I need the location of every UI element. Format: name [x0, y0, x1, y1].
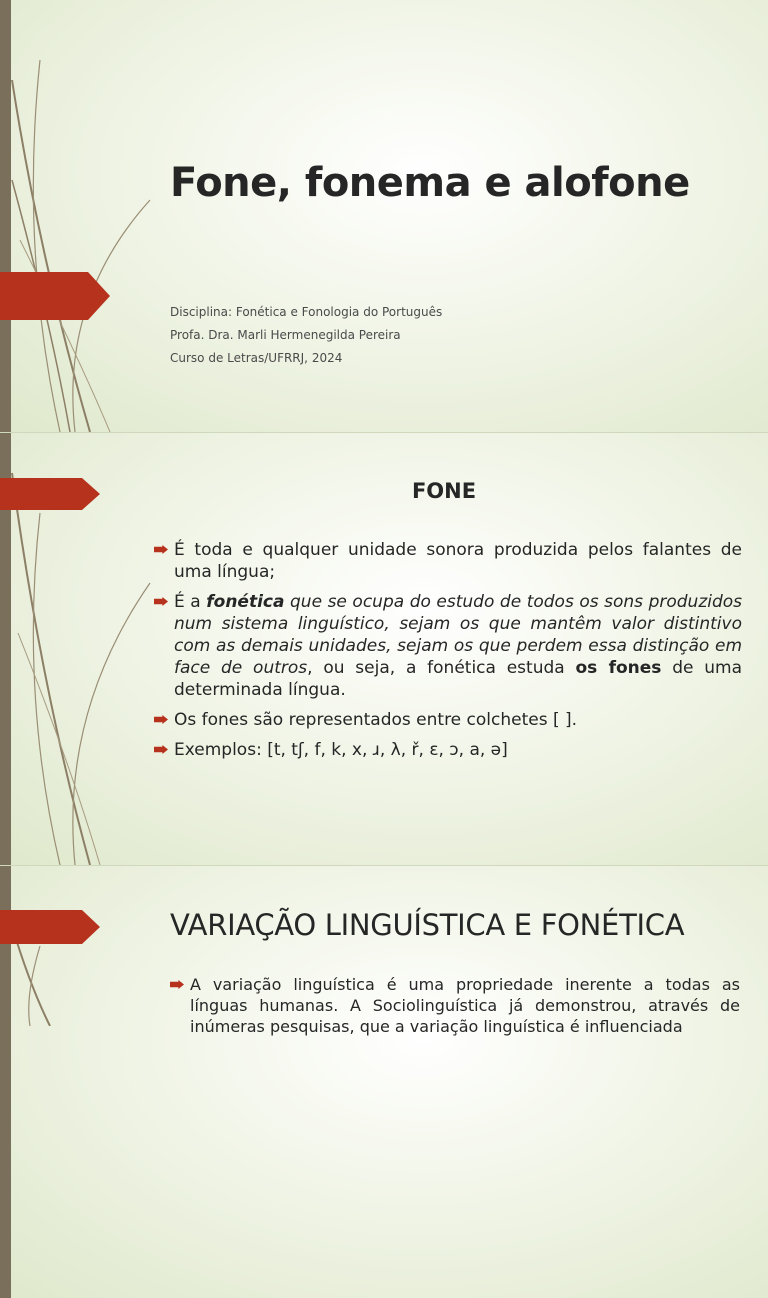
red-arrow-tab: [0, 910, 100, 944]
arrow-bullet-icon: [154, 597, 168, 606]
slide-title: Fone, fonema e alofone: [170, 160, 690, 206]
subtitle-discipline: Disciplina: Fonética e Fonologia do Português: [170, 305, 443, 319]
arrow-bullet-icon: [154, 745, 168, 754]
subtitle-professor: Profa. Dra. Marli Hermenegilda Pereira: [170, 328, 401, 342]
red-arrow-tab: [0, 272, 110, 320]
fone-slide: [0, 433, 768, 865]
bullet-list: [166, 974, 740, 1037]
subtitle-course: Curso de Letras/UFRRJ, 2024: [170, 351, 343, 365]
list-item: Exemplos: [t, tʃ, f, k, x, ɹ, λ, ř, ɛ, ɔ, a, ə]: [150, 739, 742, 761]
list-item: A variação linguística é uma propriedade inerente a todas as línguas humanas. A Sociolinguística já demonstrou, através de inúmeras pesquisas, que a variação linguística é influenciada: [166, 974, 740, 1037]
arrow-bullet-icon: [154, 715, 168, 724]
variation-slide: [0, 866, 768, 1298]
bullet-list: [150, 539, 742, 769]
arrow-bullet-icon: [154, 545, 168, 554]
decorative-curves: [0, 0, 200, 432]
title-slide: [0, 0, 768, 432]
list-item: É a fonética que se ocupa do estudo de todos os sons produzidos num sistema linguístico, sejam os que mantêm valor distintivo com as demais unidades, sejam os que perdem essa distinção em face de outros, ou seja, a fonética estuda os fones de uma determinada língua.: [150, 591, 742, 701]
arrow-bullet-icon: [170, 980, 184, 989]
slide-title: FONE: [411, 479, 477, 503]
list-item: Os fones são representados entre colchetes [ ].: [150, 709, 742, 731]
slide-title: VARIAÇÃO LINGUÍSTICA E FONÉTICA: [170, 908, 685, 942]
list-item: É toda e qualquer unidade sonora produzida pelos falantes de uma língua;: [150, 539, 742, 583]
left-accent-bar: [0, 0, 11, 432]
